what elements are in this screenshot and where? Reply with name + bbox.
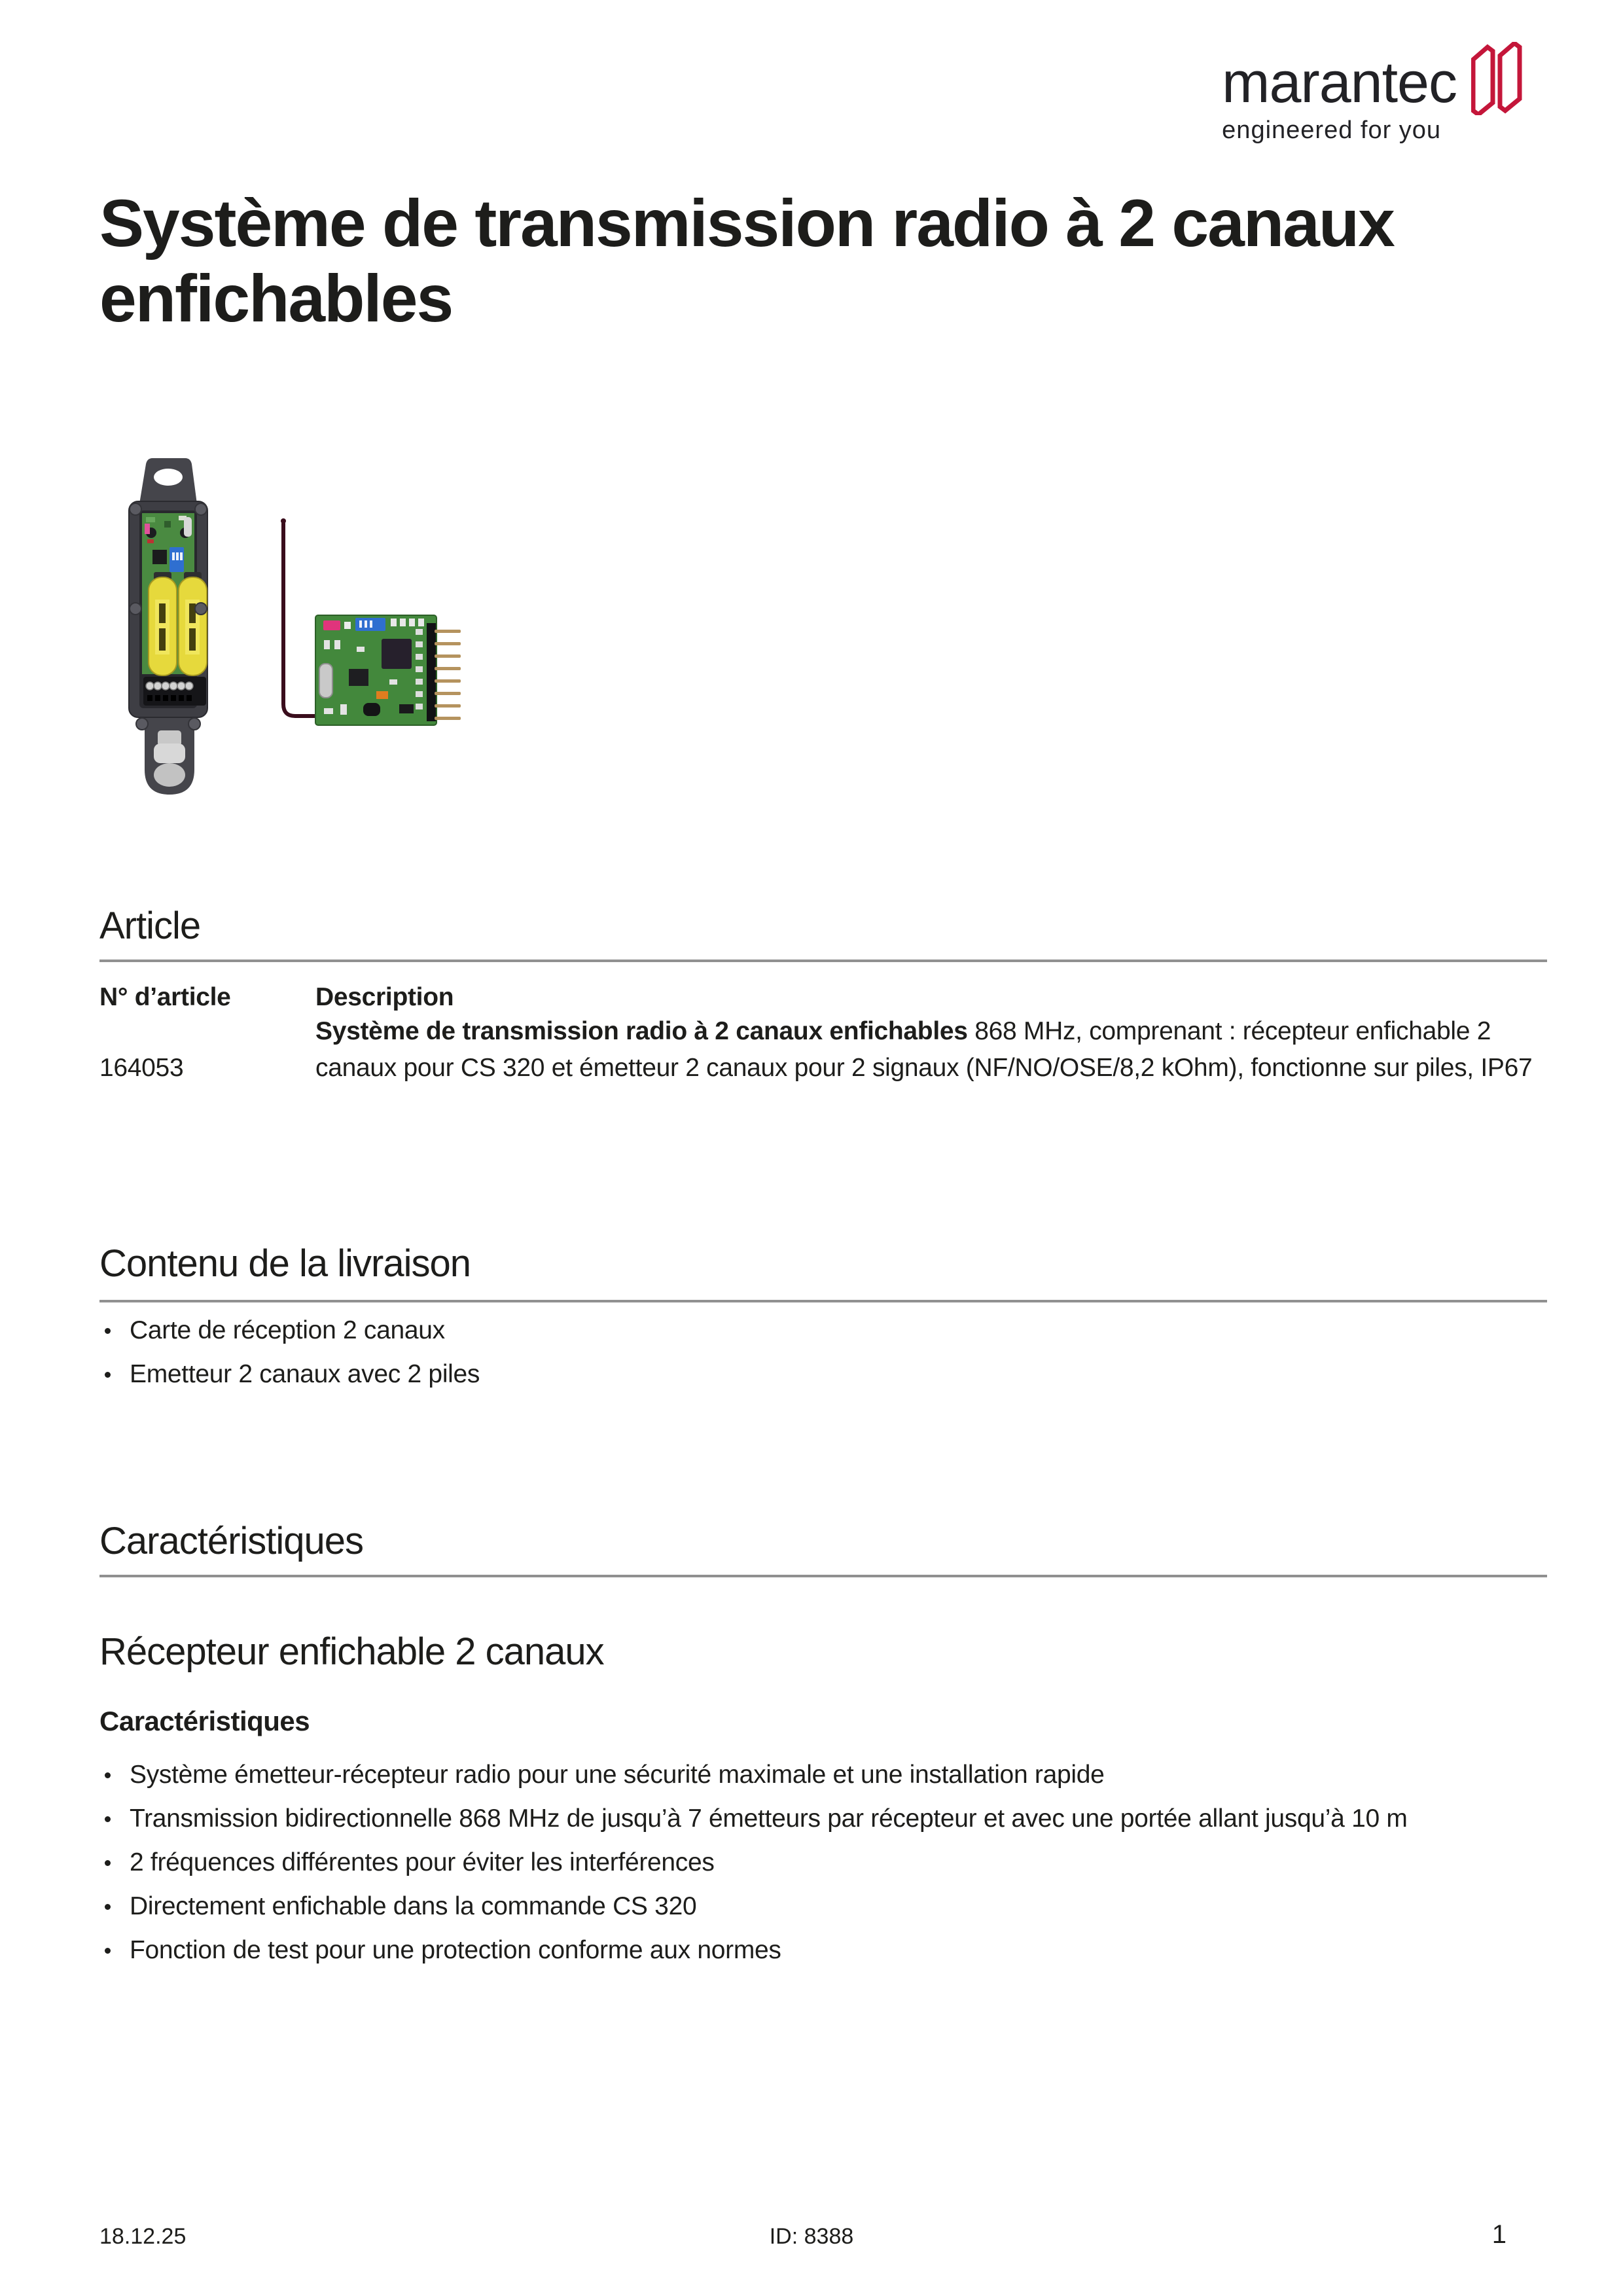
section-heading-delivery: Contenu de la livraison	[99, 1242, 471, 1285]
page-title-line2: enfichables	[99, 261, 453, 336]
brand-logo	[1222, 38, 1524, 145]
list-item: Directement enfichable dans la commande CS 320	[99, 1888, 1408, 1925]
delivery-list	[99, 1312, 480, 1400]
brand-wordmark: marantec	[1222, 50, 1457, 115]
terminal-block	[143, 677, 206, 706]
brand-tagline: engineered for you	[1222, 117, 1442, 144]
subsection-heading-receiver: Récepteur enfichable 2 canaux	[99, 1630, 604, 1673]
section-divider	[99, 1575, 1547, 1577]
article-description-rest: 868 MHz, comprenant : récepteur enfichable 2 canaux pour CS 320 et émetteur 2 canaux pour 2 signaux (NF/NO/OSE/8,2 kOhm), fonctionne sur piles, IP67	[315, 1017, 1533, 1082]
section-divider	[99, 960, 1547, 962]
article-description-bold: Système de transmission radio à 2 canaux enfichables	[315, 1017, 968, 1045]
page-title-line1: Système de transmission radio à 2 canaux	[99, 186, 1394, 260]
footer-page-number: 1	[1491, 2220, 1507, 2249]
list-item: Transmission bidirectionnelle 868 MHz de jusqu’à 7 émetteurs par récepteur et avec une portée allant jusqu’à 10 m	[99, 1801, 1408, 1837]
page-footer	[0, 2220, 1623, 2259]
article-description	[315, 1013, 1546, 1086]
list-item: Emetteur 2 canaux avec 2 piles	[99, 1356, 480, 1393]
footer-date: 18.12.25	[99, 2224, 187, 2249]
list-item: 2 fréquences différentes pour éviter les interférences	[99, 1844, 1408, 1881]
battery-left	[149, 572, 177, 675]
section-heading-features: Caractéristiques	[99, 1520, 364, 1562]
features-list	[99, 1757, 1408, 1976]
list-item: Carte de réception 2 canaux	[99, 1312, 480, 1349]
column-header-description: Description	[315, 983, 454, 1011]
product-photo-illustration	[101, 444, 468, 817]
footer-document-id: ID: 8388	[769, 2224, 854, 2249]
cable-gland	[154, 730, 185, 787]
column-header-article-number: N° d’article	[99, 983, 231, 1011]
marantec-logo-icon	[1471, 42, 1524, 115]
list-item: Fonction de test pour une protection conforme aux normes	[99, 1932, 1408, 1969]
section-heading-article: Article	[99, 905, 201, 947]
receiver-board	[281, 518, 461, 725]
brand-logo-row	[1222, 38, 1524, 115]
section-divider	[99, 1300, 1547, 1302]
features-list-title: Caractéristiques	[99, 1706, 310, 1736]
page-title	[99, 186, 1552, 336]
battery-right	[179, 572, 207, 675]
list-item: Système émetteur-récepteur radio pour une sécurité maximale et une installation rapide	[99, 1757, 1408, 1793]
article-number: 164053	[99, 1054, 184, 1082]
product-photo	[101, 444, 468, 817]
transmitter-housing	[129, 458, 207, 795]
